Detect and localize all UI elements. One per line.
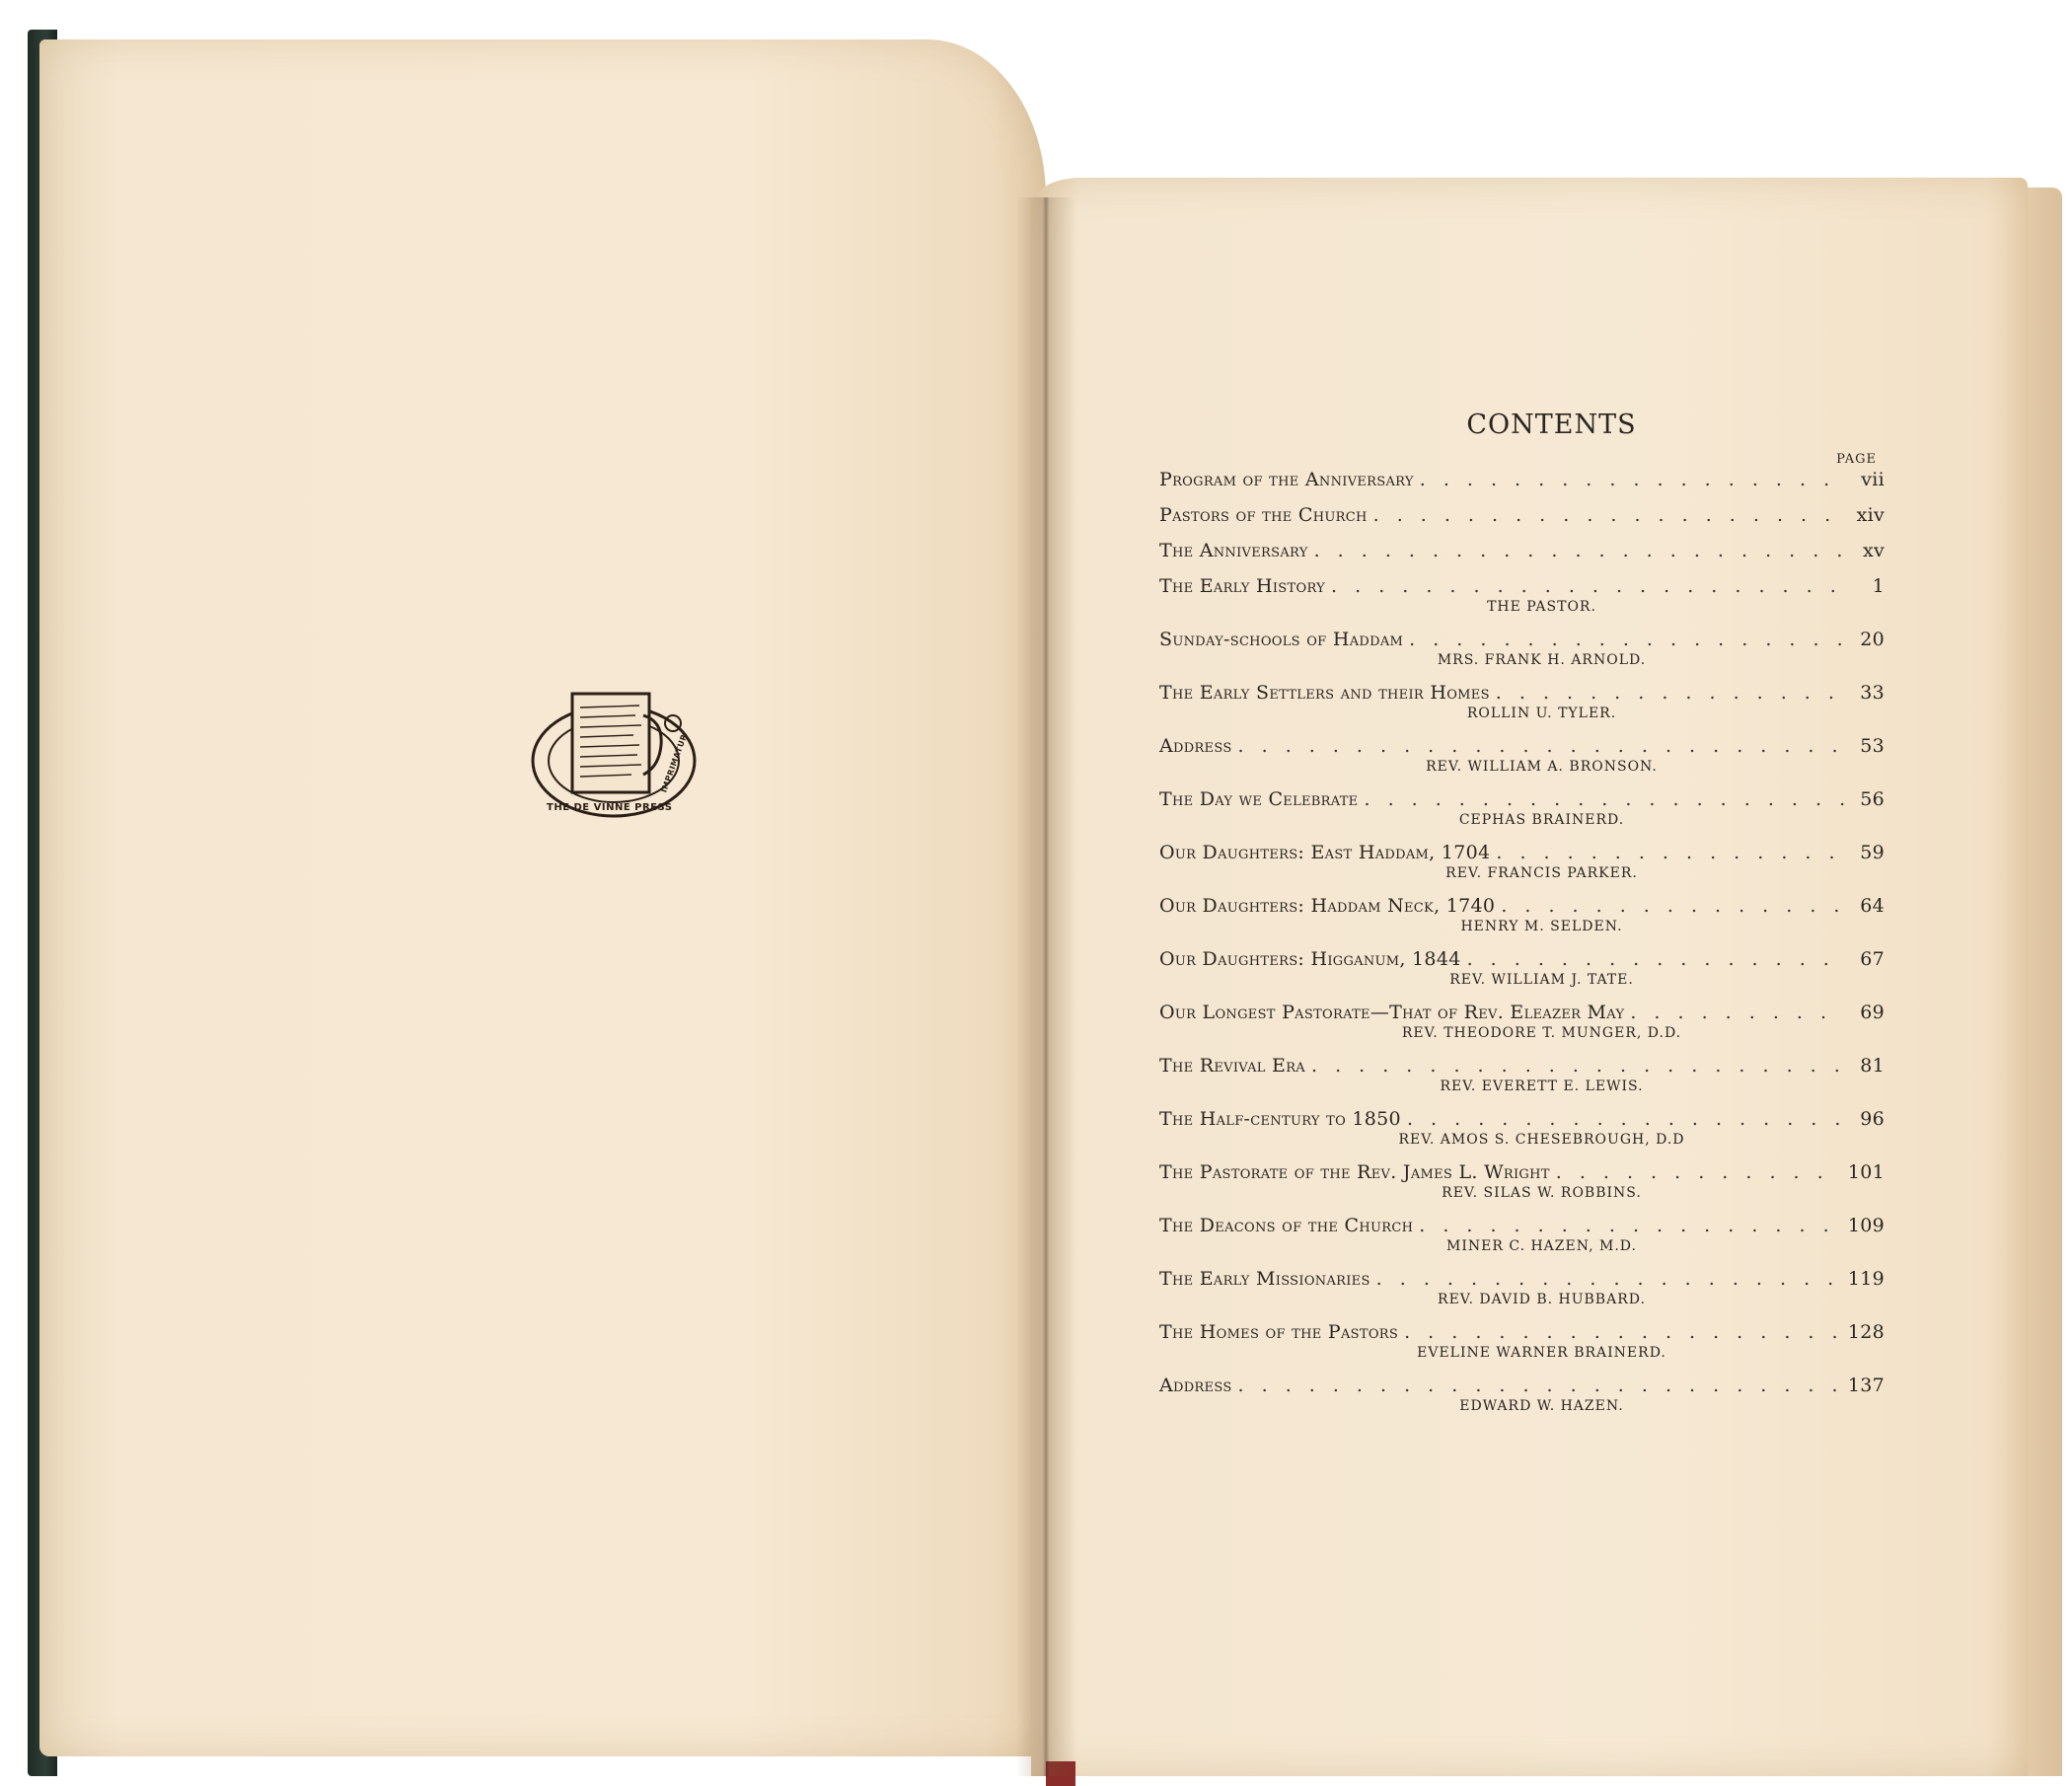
dot-leader — [1630, 1002, 1845, 1023]
printers-mark — [525, 686, 703, 824]
contents-entry-line — [1159, 1161, 1885, 1183]
contents-entry — [1159, 735, 1885, 775]
entry-title: The Pastorate of the Rev. James L. Wright — [1159, 1161, 1550, 1183]
dot-leader — [1496, 682, 1845, 704]
contents-entry-line — [1159, 1002, 1885, 1023]
entry-page-number: 59 — [1860, 842, 1885, 863]
contents-entry — [1159, 682, 1885, 721]
contents-entry-line — [1159, 1055, 1885, 1077]
entry-page-number: 20 — [1860, 629, 1885, 650]
contents-entry — [1159, 1002, 1885, 1041]
contents-entry — [1159, 1161, 1885, 1201]
contents-entry-line — [1159, 469, 1885, 490]
contents-entry-line — [1159, 540, 1885, 561]
entry-title: The Homes of the Pastors — [1159, 1321, 1399, 1343]
entry-title: Our Daughters: East Haddam, 1704 — [1159, 842, 1491, 863]
entry-author: EVELINE WARNER BRAINERD. — [1417, 1345, 1666, 1361]
dot-leader — [1311, 1055, 1845, 1077]
entry-page-number: 109 — [1847, 1215, 1885, 1236]
contents-entry — [1159, 469, 1885, 490]
contents-entry — [1159, 788, 1885, 828]
entry-title: The Early Settlers and their Homes — [1159, 682, 1490, 704]
entry-title: The Deacons of the Church — [1159, 1215, 1414, 1236]
entry-page-number: 64 — [1860, 895, 1885, 917]
contents-entry — [1159, 1321, 1885, 1361]
entry-title: Pastors of the Church — [1159, 504, 1368, 526]
contents-entry — [1159, 575, 1885, 615]
entry-page-number: vii — [1861, 469, 1885, 490]
dot-leader — [1404, 1321, 1842, 1343]
contents-entry — [1159, 1108, 1885, 1148]
dot-leader — [1373, 504, 1845, 526]
contents-entry — [1159, 1055, 1885, 1094]
contents-entry-line — [1159, 1268, 1885, 1290]
entry-author: CEPHAS BRAINERD. — [1458, 812, 1625, 828]
entry-author: REV. WILLIAM J. TATE. — [1449, 972, 1634, 988]
contents-entry-line — [1159, 629, 1885, 650]
contents-entry — [1159, 842, 1885, 881]
entry-title: Our Longest Pastorate—That of Rev. Eleazer May — [1159, 1002, 1625, 1023]
entry-page-number: 1 — [1872, 575, 1885, 597]
contents-entry-line — [1159, 1215, 1885, 1236]
contents-entry — [1159, 1375, 1885, 1414]
entry-author: REV. SILAS W. ROBBINS. — [1442, 1185, 1642, 1201]
contents-entry-line — [1159, 895, 1885, 917]
dot-leader — [1407, 1108, 1845, 1130]
contents-title: CONTENTS — [1466, 409, 1637, 440]
dot-leader — [1238, 735, 1845, 757]
entry-page-number: 67 — [1860, 948, 1885, 970]
entry-author: THE PASTOR. — [1487, 599, 1596, 615]
dot-leader — [1496, 842, 1845, 863]
entry-title: The Early Missionaries — [1159, 1268, 1370, 1290]
entry-page-number: xiv — [1856, 504, 1885, 526]
contents-entry — [1159, 504, 1885, 526]
dot-leader — [1556, 1161, 1842, 1183]
entry-title: Sunday-schools of Haddam — [1159, 629, 1404, 650]
page-column-header: PAGE — [1836, 452, 1877, 467]
entry-page-number: 56 — [1860, 788, 1885, 810]
contents-entry — [1159, 895, 1885, 934]
contents-entry — [1159, 1215, 1885, 1254]
contents-entry-line — [1159, 948, 1885, 970]
entry-author: REV. FRANCIS PARKER. — [1445, 865, 1638, 881]
dot-leader — [1501, 895, 1845, 917]
dot-leader — [1314, 540, 1845, 561]
dot-leader — [1420, 469, 1845, 490]
contents-entry-line — [1159, 1321, 1885, 1343]
contents-entry-line — [1159, 735, 1885, 757]
contents-entry-line — [1159, 788, 1885, 810]
entry-page-number: 53 — [1860, 735, 1885, 757]
entry-author: REV. WILLIAM A. BRONSON. — [1426, 759, 1658, 775]
dot-leader — [1409, 629, 1845, 650]
entry-title: Program of the Anniversary — [1159, 469, 1414, 490]
entry-author: REV. DAVID B. HUBBARD. — [1438, 1292, 1646, 1307]
imprimatur-mark: IMPRIMATUR — [659, 732, 690, 794]
dot-leader — [1331, 575, 1845, 597]
dot-leader — [1376, 1268, 1842, 1290]
entry-page-number: 96 — [1860, 1108, 1885, 1130]
contents-list — [1159, 469, 1885, 1414]
entry-title: The Anniversary — [1159, 540, 1308, 561]
entry-title: The Revival Era — [1159, 1055, 1305, 1077]
entry-title: The Half-century to 1850 — [1159, 1108, 1401, 1130]
press-name: THE DE VINNE PRESS — [547, 802, 673, 813]
dot-leader — [1419, 1215, 1842, 1236]
right-page-edge — [2023, 187, 2062, 1776]
entry-title: Our Daughters: Haddam Neck, 1740 — [1159, 895, 1496, 917]
entry-title: The Early History — [1159, 575, 1326, 597]
entry-author: REV. THEODORE T. MUNGER, D.D. — [1401, 1025, 1682, 1041]
entry-page-number: 119 — [1847, 1268, 1885, 1290]
entry-page-number: 137 — [1847, 1375, 1885, 1396]
dot-leader — [1364, 788, 1845, 810]
entry-author: MRS. FRANK H. ARNOLD. — [1437, 652, 1647, 668]
entry-page-number: xv — [1862, 540, 1885, 561]
entry-title: Address — [1159, 1375, 1232, 1396]
entry-page-number: 33 — [1860, 682, 1885, 704]
entry-title: Address — [1159, 735, 1232, 757]
contents-entry-line — [1159, 504, 1885, 526]
entry-page-number: 101 — [1847, 1161, 1885, 1183]
entry-author: EDWARD W. HAZEN. — [1459, 1398, 1624, 1414]
entry-author: ROLLIN U. TYLER. — [1466, 706, 1617, 721]
dot-leader — [1238, 1375, 1842, 1396]
contents-entry-line — [1159, 1108, 1885, 1130]
dot-leader — [1467, 948, 1845, 970]
contents-entry-line — [1159, 1375, 1885, 1396]
contents-entry — [1159, 1268, 1885, 1307]
left-page — [39, 39, 1046, 1756]
entry-author: REV. AMOS S. CHESEBROUGH, D.D — [1398, 1132, 1685, 1148]
entry-author: MINER C. HAZEN, M.D. — [1446, 1238, 1637, 1254]
entry-page-number: 69 — [1860, 1002, 1885, 1023]
entry-author: REV. EVERETT E. LEWIS. — [1440, 1079, 1644, 1094]
book-spine — [1016, 197, 1075, 1776]
contents-entry — [1159, 629, 1885, 668]
contents-entry — [1159, 540, 1885, 561]
entry-title: The Day we Celebrate — [1159, 788, 1359, 810]
contents-entry-line — [1159, 682, 1885, 704]
entry-page-number: 81 — [1860, 1055, 1885, 1077]
table-of-contents — [1159, 409, 1885, 1428]
contents-entry — [1159, 948, 1885, 988]
entry-author: HENRY M. SELDEN. — [1460, 919, 1623, 934]
entry-title: Our Daughters: Higganum, 1844 — [1159, 948, 1461, 970]
entry-page-number: 128 — [1847, 1321, 1885, 1343]
contents-entry-line — [1159, 575, 1885, 597]
contents-entry-line — [1159, 842, 1885, 863]
